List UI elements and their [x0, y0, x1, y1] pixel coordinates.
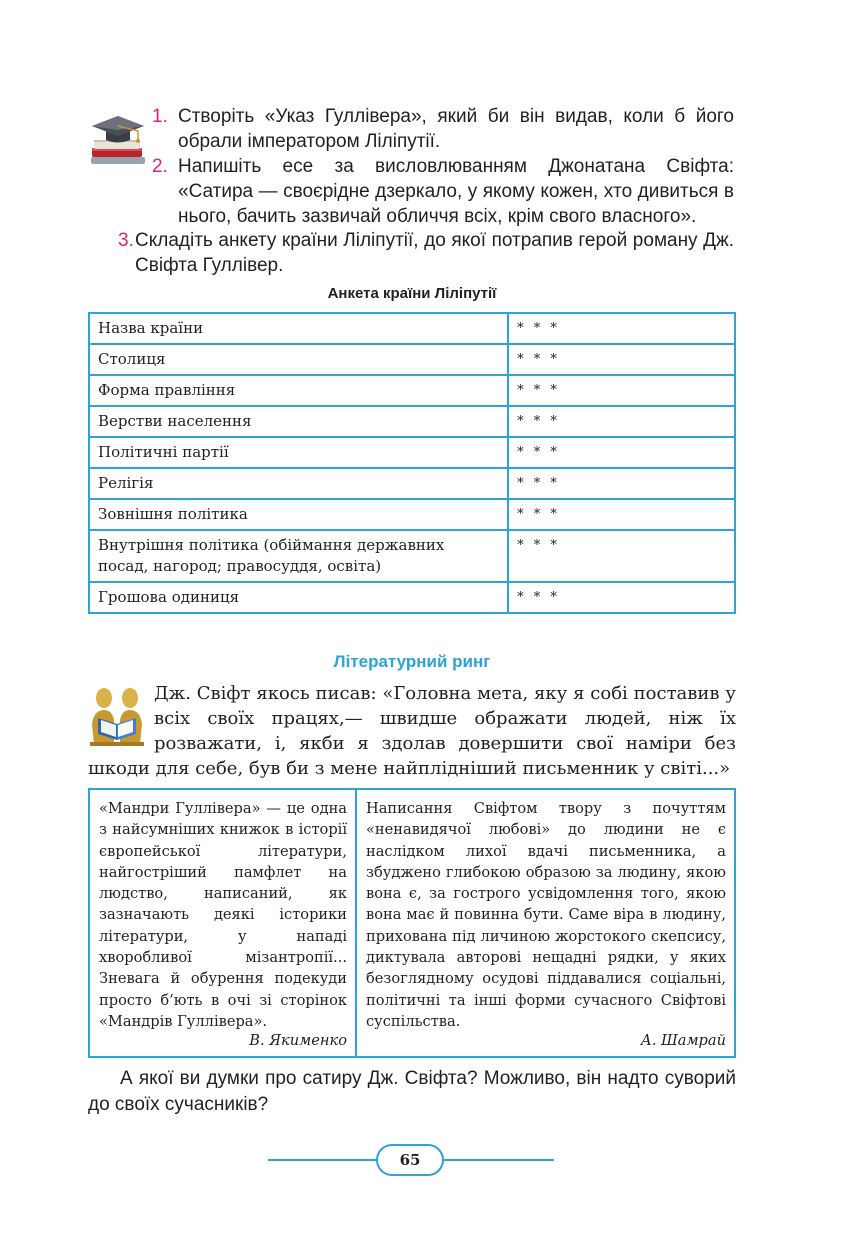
- table-row: [89, 499, 735, 530]
- table-row: [89, 582, 735, 613]
- row-label: Політичні партії: [89, 437, 508, 468]
- row-value: * * *: [508, 344, 735, 375]
- task-3: [118, 228, 734, 278]
- opinion-left: [90, 790, 357, 1056]
- row-value: * * *: [508, 499, 735, 530]
- ring-quote: [88, 681, 736, 781]
- task-number: 1.: [152, 106, 168, 127]
- opinions-box: [88, 788, 736, 1058]
- row-label: Столиця: [89, 344, 508, 375]
- row-label: Релігія: [89, 468, 508, 499]
- row-label: Внутрішня політика (обіймання державних посад, нагород; правосуддя, освіта): [89, 530, 508, 582]
- task-number: 3.: [118, 230, 134, 251]
- task-1: [152, 104, 734, 154]
- table-row: [89, 344, 735, 375]
- row-value: * * *: [508, 313, 735, 344]
- section-title: Літературний ринг: [333, 652, 491, 671]
- table-row: [89, 313, 735, 344]
- graduation-cap-books-icon: [88, 104, 148, 166]
- table-title: Анкета країни Ліліпутії: [327, 285, 497, 302]
- opinion-right: [357, 790, 734, 1056]
- row-value: * * *: [508, 437, 735, 468]
- opinion-author: В. Якименко: [249, 1031, 347, 1049]
- anketa-table: [88, 312, 736, 614]
- task-text: Складіть анкету країни Ліліпутії, до якої потрапив герой роману Дж. Свіфта Гуллівер.: [135, 230, 734, 276]
- row-value: * * *: [508, 582, 735, 613]
- opinion-text: Написання Свіфтом твору з почуттям «ненавидячої любові» до людини не є наслідком лихої вдачі письменника, а збуджено глибокою образою за людину, якою вона є, за гострого усвідомлення того, якою вона має й повинна бути. Саме віра в людину, прихована під личиною жорстокого скепсису, диктувала авторові нещадні рядки, у яких безоглядному осудові піддавалися соціальні, політичні та інші форми сучасного Свіфтові суспільства.: [366, 800, 726, 1030]
- task-2: [152, 154, 734, 229]
- row-label: Форма правління: [89, 375, 508, 406]
- page-number: 65: [376, 1144, 444, 1176]
- task-text: Створіть «Указ Гуллівера», який би він видав, коли б його обрали імператором Ліліпутії.: [178, 106, 734, 152]
- opinion-author: А. Шамрай: [640, 1031, 726, 1049]
- task-number: 2.: [152, 156, 168, 177]
- row-label: Грошова одиниця: [89, 582, 508, 613]
- opinion-text: «Мандри Гуллівера» — це одна з найсумніших книжок в історії європейської літератури, найгостріший памфлет на людство, написаний, як зазначають деякі історики літератури, у нападі хворобливої мізантропії... Зневага й обурення подекуди просто б’ють в очі зі сторінок «Мандрів Гуллівера».: [99, 800, 347, 1030]
- table-row: [89, 468, 735, 499]
- page-number-line-left: [268, 1159, 378, 1161]
- question-text: А якої ви думки про сатиру Дж. Свіфта? Можливо, він надто суворий до своїх сучасників?: [88, 1068, 736, 1115]
- row-label: Зовнішня політика: [89, 499, 508, 530]
- row-label: Верстви населення: [89, 406, 508, 437]
- quote-text: Дж. Свіфт якось писав: «Головна мета, яку я собі поставив у всіх своїх працях,— швидше ображати людей, ніж їх розважати, і, якби я здолав довершити свої наміри без шкоди для себе, був би з мене найплідніший письменник у світі...»: [88, 683, 736, 779]
- task-text: Напишіть есе за висловлюванням Джонатана Свіфта: «Сатира — своєрідне дзеркало, у якому кожен, хто дивиться в нього, бачить зазвичай обличчя всіх, крім свого власного».: [178, 156, 734, 227]
- table-row: [89, 530, 735, 582]
- row-value: * * *: [508, 406, 735, 437]
- row-label: Назва країни: [89, 313, 508, 344]
- row-value: * * *: [508, 375, 735, 406]
- row-value: * * *: [508, 468, 735, 499]
- row-value: * * *: [508, 530, 735, 582]
- table-row: [89, 406, 735, 437]
- table-row: [89, 375, 735, 406]
- page-number-line-right: [444, 1159, 554, 1161]
- reading-people-icon: [86, 684, 148, 748]
- table-row: [89, 437, 735, 468]
